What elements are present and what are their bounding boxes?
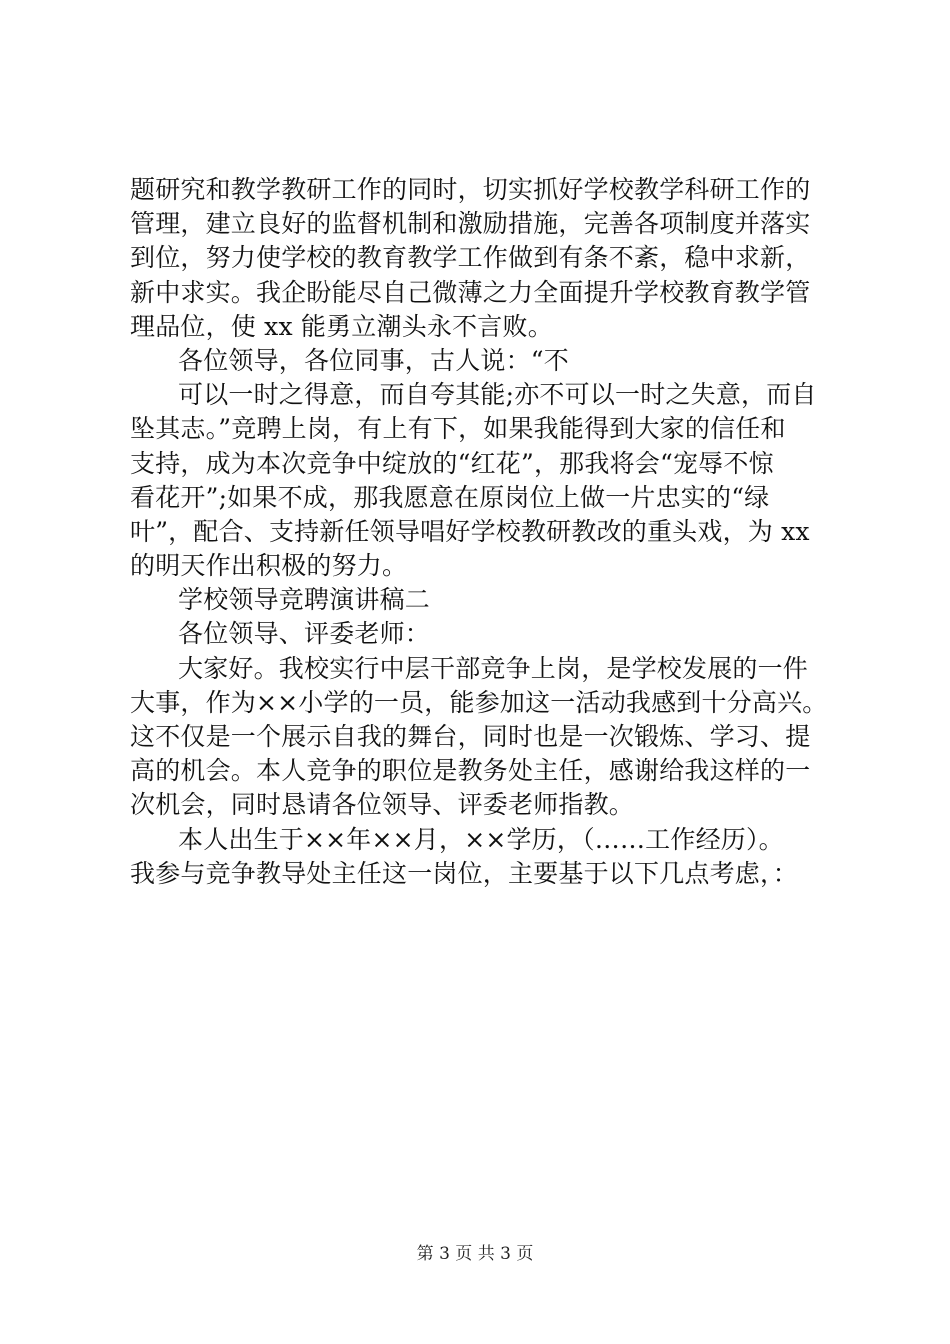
text-line: 理品位，使 xx 能勇立潮头永不言败。	[130, 311, 553, 341]
text-line: 各位领导、评委老师：	[178, 619, 431, 649]
text-line: 题研究和教学教研工作的同时，切实抓好学校教学科研工作的	[130, 175, 811, 204]
text-line: 高的机会。本人竞争的职位是教务处主任，感谢给我这样的一	[130, 756, 811, 786]
text-line: 我参与竞争教导处主任这一岗位，主要基于以下几点考虑，：	[130, 858, 798, 888]
text-line: 管理，建立良好的监督机制和激励措施，完善各项制度并落实	[130, 209, 811, 239]
text-line: 这不仅是一个展示自我的舞台，同时也是一次锻炼、学习、提	[130, 722, 811, 751]
text-line: 坠其志。”竞聘上岗，有上有下，如果我能得到大家的信任和	[130, 414, 786, 444]
text-line: 到位，努力使学校的教育教学工作做到有条不紊，稳中求新，	[130, 243, 811, 273]
text-line: 各位领导，各位同事，古人说：“不	[178, 345, 569, 375]
text-line: 本人出生于××年××月，××学历，（……工作经历）。	[178, 824, 784, 854]
text-line: 学校领导竞聘演讲稿二	[178, 585, 431, 615]
text-line: 可以一时之得意，而自夸其能;亦不可以一时之失意，而自	[178, 380, 817, 410]
text-line: 新中求实。我企盼能尽自己微薄之力全面提升学校教育教学管	[130, 277, 811, 307]
text-line: 叶”，配合、支持新任领导唱好学校教研教改的重头戏，为 xx	[130, 516, 810, 546]
text-line: 大家好。我校实行中层干部竞争上岗，是学校发展的一件	[178, 653, 809, 683]
text-line: 看花开”;如果不成，那我愿意在原岗位上做一片忠实的“绿	[130, 482, 770, 512]
text-line: 的明天作出积极的努力。	[130, 551, 408, 581]
text-line: 大事，作为××小学的一员，能参加这一活动我感到十分高兴。	[130, 687, 828, 717]
text-line: 次机会，同时恳请各位领导、评委老师指教。	[130, 790, 635, 820]
document-body	[130, 173, 830, 891]
text-line: 支持，成为本次竞争中绽放的“红花”，那我将会“宠辱不惊	[130, 448, 774, 478]
page-footer: 第 3 页 共 3 页	[416, 1244, 534, 1264]
